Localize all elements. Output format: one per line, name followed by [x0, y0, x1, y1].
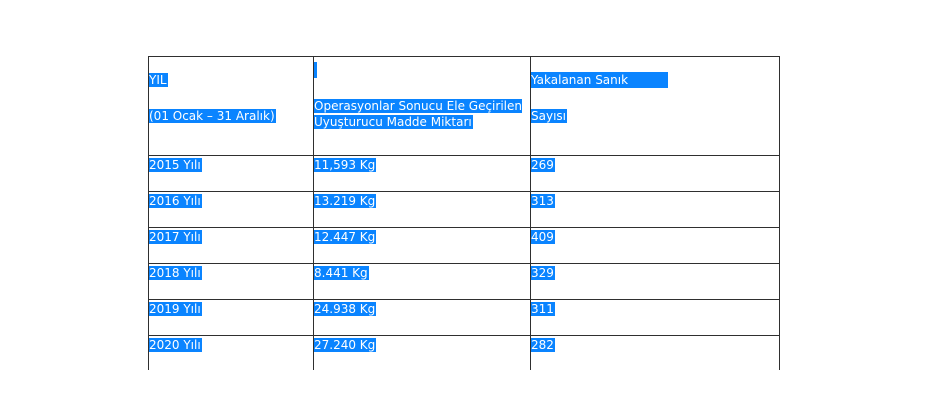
table-row-count: 313: [531, 194, 554, 208]
table-row-amount: 13.219 Kg: [314, 194, 376, 208]
column-divider: [779, 56, 780, 370]
header-count-cell-line2: [531, 108, 567, 124]
header-count-label: Yakalanan Sanık: [531, 72, 668, 88]
table-row-year: 2019 Yılı: [149, 302, 201, 316]
header-date-range-label: (01 Ocak – 31 Aralık): [149, 109, 275, 123]
table-row-amount: 24.938 Kg: [314, 302, 376, 316]
header-count-cell: [531, 72, 668, 88]
table-row-count: 311: [531, 302, 554, 316]
table-row-count: 409: [531, 230, 554, 244]
header-date-range-cell: [149, 108, 276, 124]
row-divider: [148, 227, 780, 228]
header-count-label-line2: Sayısı: [531, 109, 566, 123]
row-divider: [148, 335, 780, 336]
header-amount-label: Operasyonlar Sonucu Ele Geçirilen Uyuşturucu Madde Miktarı: [314, 99, 522, 129]
table-row-year: 2018 Yılı: [149, 266, 201, 280]
table-row-count: 329: [531, 266, 554, 280]
header-year-label: YIL: [149, 73, 167, 87]
table-row-amount: 12.447 Kg: [314, 230, 376, 244]
table-row-amount: 8.441 Kg: [314, 266, 368, 280]
column-divider: [148, 56, 149, 370]
table-row-year: 2016 Yılı: [149, 194, 201, 208]
table-row-amount: 27.240 Kg: [314, 338, 376, 352]
table-row-year: 2020 Yılı: [149, 338, 201, 352]
header-amount-cell: [314, 98, 530, 130]
table-border-top: [148, 56, 780, 57]
table-row-year: 2015 Yılı: [149, 158, 201, 172]
data-table: [148, 56, 780, 370]
row-divider: [148, 191, 780, 192]
header-empty-selection: [314, 62, 317, 81]
table-row-year: 2017 Yılı: [149, 230, 201, 244]
column-divider: [530, 56, 531, 370]
row-divider: [148, 299, 780, 300]
row-divider: [148, 155, 780, 156]
table-row-amount: 11,593 Kg: [314, 158, 376, 172]
table-row-count: 282: [531, 338, 554, 352]
row-divider: [148, 263, 780, 264]
header-year-cell: [149, 72, 168, 88]
table-row-count: 269: [531, 158, 554, 172]
